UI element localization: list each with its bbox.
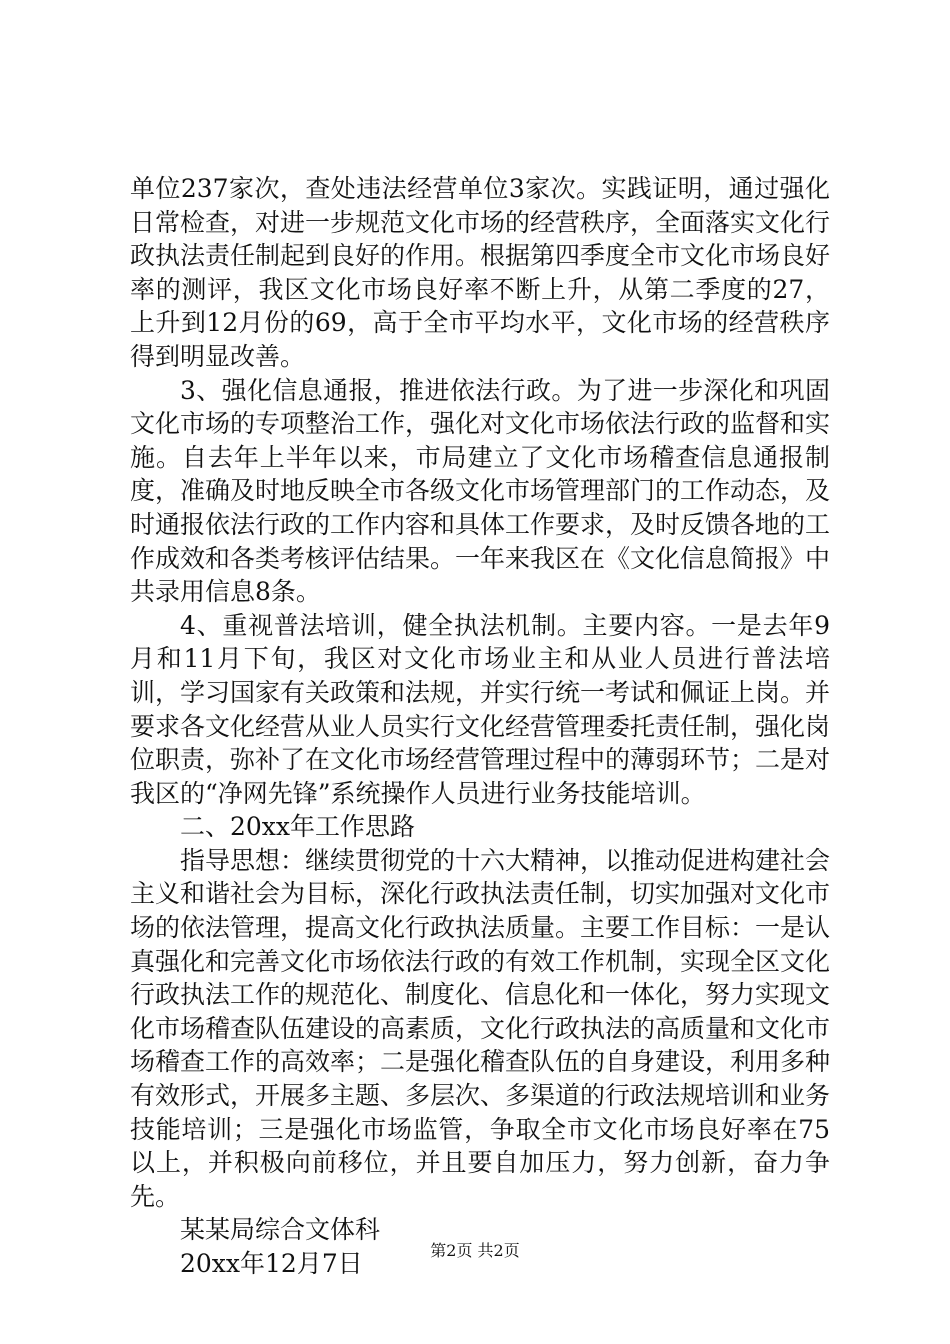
paragraph-inspection-results: 单位237家次，查处违法经营单位3家次。实践证明，通过强化日常检查，对进一步规范文化市场的经营秩序，全面落实文化行政执法责任制起到良好的作用。根据第四季度全市文化市场良好率的测评，我区文化市场良好率不断上升，从第二季度的27，上升到12月份的69，高于全市平均水平，文化市场的经营秩序得到明显改善。 [130,174,831,371]
page-footer: 第2页 共2页 [430,1241,520,1260]
signature-date: 20xx年12月7日 [180,1249,363,1278]
section-heading-work-plan: 二、20xx年工作思路 [180,812,416,842]
signature-org: 某某局综合文体科 [180,1215,381,1245]
document-body [130,172,830,1281]
paragraph-guiding-thought: 指导思想：继续贯彻党的十六大精神，以推动促进构建社会主义和谐社会为目标，深化行政执法责任制，切实加强对文化市场的依法管理，提高文化行政执法质量。主要工作目标：一是认真强化和完善文化市场依法行政的有效工作机制，实现全区文化行政执法工作的规范化、制度化、信息化和一体化，努力实现文化市场稽查队伍建设的高素质，文化行政执法的高质量和文化市场稽查工作的高效率；二是强化稽查队伍的自身建设，利用多种有效形式，开展多主题、多层次、多渠道的行政法规培训和业务技能培训；三是强化市场监管，争取全市文化市场良好率在75以上，并积极向前移位，并且要自加压力，努力创新，奋力争先。 [130,845,831,1211]
paragraph-info-reporting: 3、强化信息通报，推进依法行政。为了进一步深化和巩固文化市场的专项整治工作，强化对文化市场依法行政的监督和实施。自去年上半年以来，市局建立了文化市场稽查信息通报制度，准确及时地反映全市各级文化市场管理部门的工作动态，及时通报依法行政的工作内容和具体工作要求，及时反馈各地的工作成效和各类考核评估结果。一年来我区在《文化信息简报》中共录用信息8条。 [130,375,831,607]
paragraph-legal-training: 4、重视普法培训，健全执法机制。主要内容。一是去年9月和11月下旬，我区对文化市场业主和从业人员进行普法培训，学习国家有关政策和法规，并实行统一考试和佩证上岗。并要求各文化经营从业人员实行文化经营管理委托责任制，强化岗位职责，弥补了在文化市场经营管理过程中的薄弱环节；二是对我区的“净网先锋”系统操作人员进行业务技能培训。 [130,610,831,808]
